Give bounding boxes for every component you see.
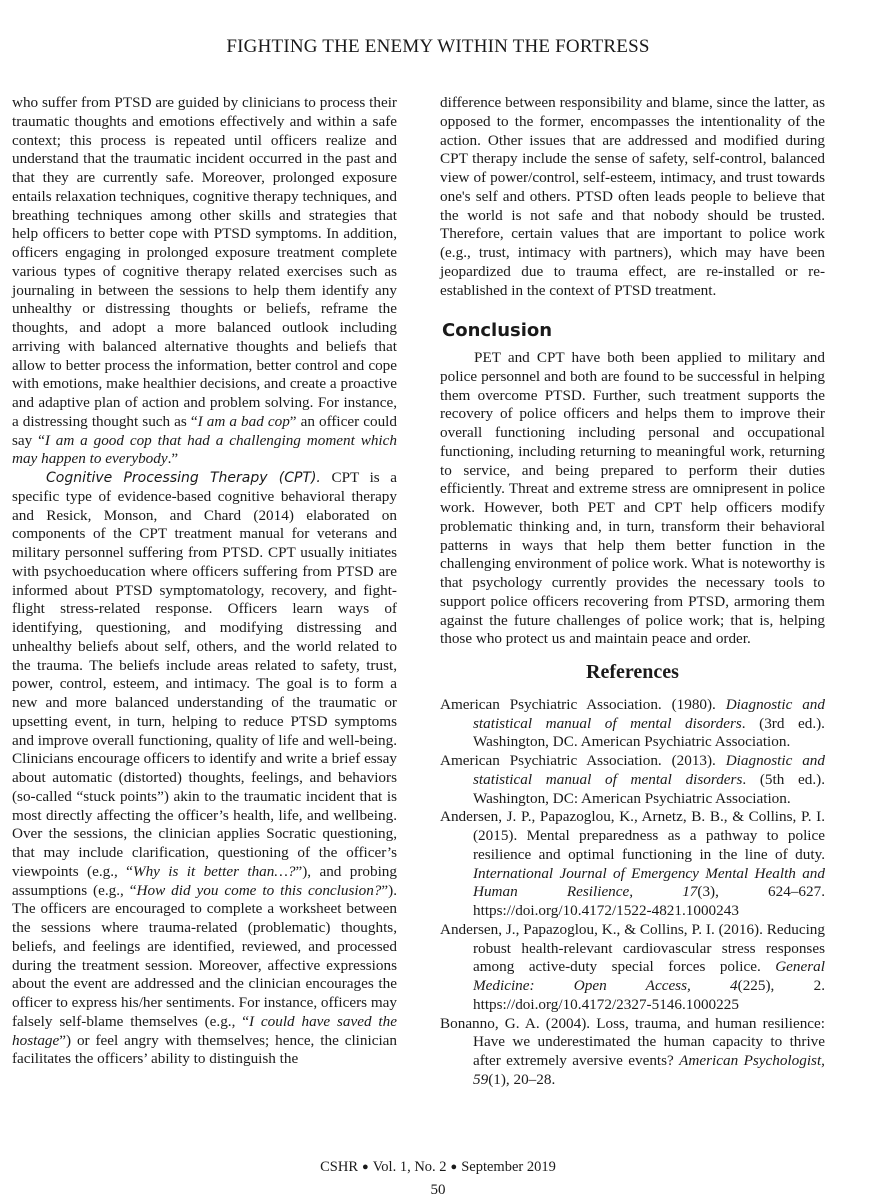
- cpt-subheading: Cognitive Processing Therapy (CPT).: [46, 470, 321, 486]
- reference-item: Andersen, J., Papazoglou, K., & Collins, P. I. (2016). Reducing robust health-relevant cardiovascular stress responses among active-duty special forces police. General Medicine: Open Access, 4(225), 2. https://doi.org/10.4172/2327-5146.1000225: [440, 920, 825, 1013]
- left-column: [12, 94, 397, 1069]
- reference-item: American Psychiatric Association. (1980). Diagnostic and statistical manual of mental disorders. (3rd ed.). Washington, DC. American Psychiatric Association.: [440, 695, 825, 751]
- reference-item: Andersen, J. P., Papazoglou, K., Arnetz, B. B., & Collins, P. I. (2015). Mental preparedness as a pathway to police resilience and optimal functioning in the line of duty. International Journal of Emergency Mental Health and Human Resilience, 17(3), 624–627. https://doi.org/10.4172/1522-4821.1000243: [440, 808, 825, 919]
- right-column: [440, 94, 825, 1090]
- italic-text: I could have saved the hostage: [12, 1012, 397, 1049]
- conclusion-heading: Conclusion: [442, 320, 553, 342]
- running-head: FIGHTING THE ENEMY WITHIN THE FORTRESS: [226, 36, 650, 57]
- paragraph-cpt: [12, 469, 397, 1069]
- italic-text: American Psychologist, 59: [473, 1052, 825, 1088]
- reference-item: American Psychiatric Association. (2013). Diagnostic and statistical manual of mental disorders. (5th ed.). Washington, DC: American Psychiatric Association.: [440, 752, 825, 807]
- references-heading: References: [586, 661, 679, 683]
- footer-separator: ●: [450, 1161, 458, 1173]
- footer-volume: Vol. 1, No. 2: [372, 1159, 447, 1175]
- reference-item: Bonanno, G. A. (2004). Loss, trauma, and human resilience: Have we underestimated the human capacity to thrive after extremely aversive events? American Psychologist, 59(1), 20–28.: [440, 1014, 825, 1088]
- page-number: 50: [430, 1182, 446, 1198]
- italic-text: Why is it better than…?: [132, 862, 296, 880]
- paragraph-conclusion: PET and CPT have both been applied to military and police personnel and both are found to be successful in helping them overcome PTSD. Further, such treatment supports the recovery of police officers and helps them to improve their overall functioning including personal and occupational functioning, including returning to meaningful work, returning to service, and being prepared to perform their duties efficiently. Threat and extreme stress are omnipresent in police work. However, both PET and CPT help officers modify problematic thinking and, in turn, transform their behavioral patterns in ways that help them better function in the challenging environment of police work. What is noteworthy is that psychology currently provides the necessary tools to support police officers recovering from PTSD, armoring them against the future challenges of police work; that is, helping those who protect us and maintain peace and order.: [440, 349, 825, 648]
- references-list: [440, 696, 825, 1090]
- paragraph-continuation: difference between responsibility and blame, since the latter, as opposed to the former, encompasses the intentionality of the action. Other issues that are addressed and modified during CPT therapy include the sense of safety, self-control, balanced view of power/control, self-esteem, intimacy, and trust towards one's self and others. PTSD often leads people to believe that the world is not safe and that nobody should be trusted. Therefore, certain values that are important to police work (e.g., trust, intimacy with partners), which may have been jeopardized due to trauma effect, are re-installed or re-established in the context of PTSD treatment.: [440, 94, 825, 299]
- cpt-body: CPT is a specific type of evidence-based cognitive behavioral therapy and Resick, Monson, and Chard (2014) elaborated on components of the CPT treatment manual for veterans and military personnel suffering from PTSD. CPT usually initiates with psychoeducation where officers suffering from PTSD are informed about PTSD symptomatology, recovery, and fight-flight stress-related response. Officers learn ways of identifying, questioning, and modifying distressing and unhealthy beliefs about self, others, and the world related to the trauma. The beliefs include areas related to safety, trust, power, control, esteem, and intimacy. The goal is to form a new and more balanced understanding of the traumatic or upsetting event, in turn, helping to reduce PTSD symptoms and improve overall functioning, quality of life and well-being. Clinicians encourage officers to identify and write a brief essay about automatic (distorted) thoughts, feelings, and behaviors (so-called “stuck points”) akin to the traumatic incident that is most directly affecting the officer’s health, life, and wellbeing. Over the sessions, the clinician applies Socratic questioning, that may include clarification, questioning of the officer’s viewpoints (e.g., “Why is it better than…?”), and probing assumptions (e.g., “How did you come to this conclusion?”). The officers are encouraged to complete a worksheet between the sessions where trauma-related (problematic) thoughts, beliefs, and feelings are identified, reviewed, and processed during the treatment session. Moreover, affective expressions about the event are addressed and the clinician encourages the officer to express his/her sentiments. For instance, officers may falsely self-blame themselves (e.g., “I could have saved the hostage”) or feel angry with themselves; hence, the clinician facilitates the officers’ ability to distinguish the: [12, 469, 397, 1068]
- footer-separator: ●: [362, 1161, 369, 1173]
- italic-text: How did you come to this conclusion?: [136, 881, 382, 899]
- italic-text: I am a good cop that had a challenging moment which may happen to everybody: [12, 431, 397, 468]
- footer-date: September 2019: [461, 1159, 556, 1175]
- italic-text: General Medicine: Open Access, 4: [473, 958, 825, 994]
- italic-text: Diagnostic and statistical manual of mental disorders: [473, 752, 825, 788]
- italic-text: International Journal of Emergency Mental Health and Human Resilience, 17: [473, 864, 825, 901]
- italic-text: I am a bad cop: [197, 412, 290, 430]
- footer-journal: CSHR: [320, 1159, 359, 1175]
- paragraph-prolonged-exposure: who suffer from PTSD are guided by clinicians to process their traumatic thoughts and emotions effectively and within a safe context; this process is repeated until officers realize and understand that the traumatic incident occurred in the past and that they are currently safe. Moreover, prolonged exposure entails relaxation techniques, cognitive therapy techniques, and breathing techniques among other skills and strategies that help officers to better cope with PTSD symptoms. In addition, officers engaging in prolonged exposure treatment complete various types of cognitive therapy related exercises such as journaling in between the sessions to help them identify any unhealthy or distressing thoughts or beliefs, reframe the thoughts, and adopt a more balanced outlook including arriving with balanced alternative thoughts and beliefs that allow to better process the information, better control and cope with emotions, make healthier decisions, and create a proactive and adaptive plan of action and problem solving. For instance, a distressing thought such as “I am a bad cop” an officer could say “I am a good cop that had a challenging moment which may happen to everybody.”: [12, 94, 397, 468]
- italic-text: Diagnostic and statistical manual of mental disorders: [473, 695, 825, 732]
- footer: [0, 1159, 876, 1176]
